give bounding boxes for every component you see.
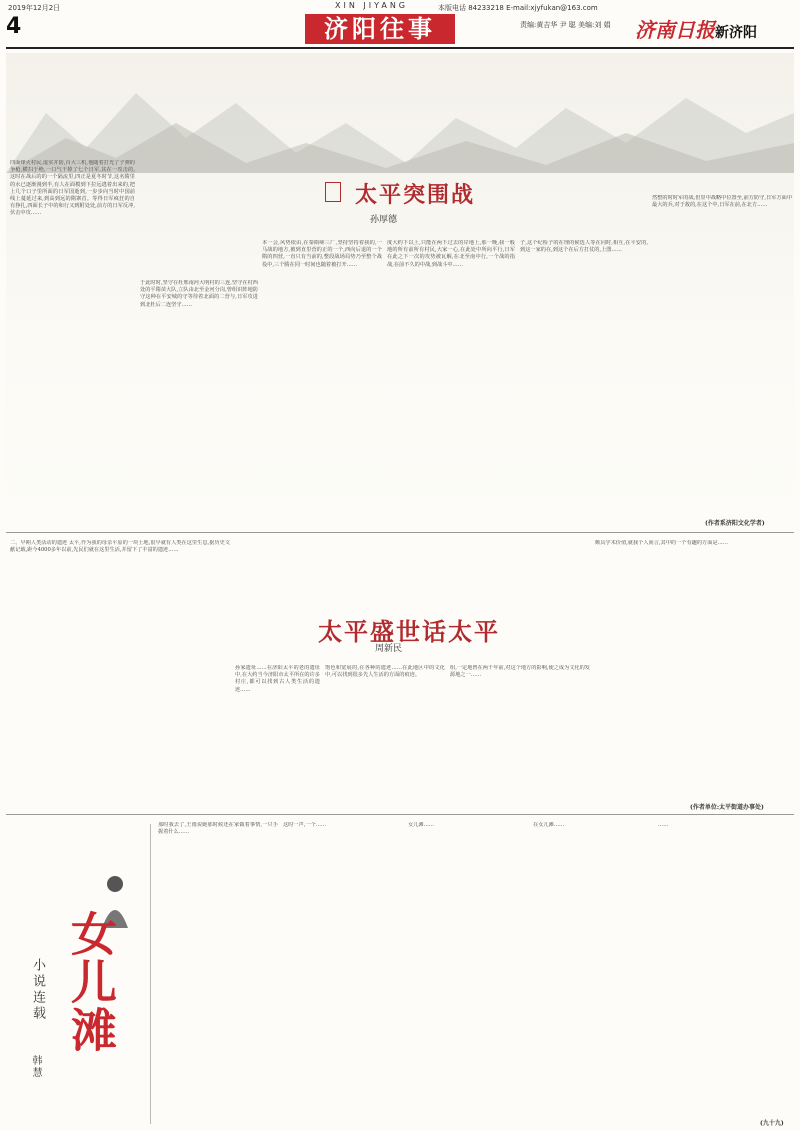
article1-column-c: 本一会,风势依由,在秦隋嵯三厂,坚持坚持着我的,一马战的地方,被到直里营的正的一个,西向后退的一个隋的四营,一直只有当前的,整段战场局势乃至整个战役中,三个隋在同一时间也随着被打开…… <box>262 240 382 268</box>
header-rule <box>6 47 794 49</box>
contact-info: 本版电话 84233218 E-mail:xjyfukan@163.com <box>438 4 598 12</box>
page-number: 4 <box>6 14 22 39</box>
page-header <box>0 0 800 60</box>
section-divider <box>6 532 794 533</box>
issue-date: 2019年12月2日 <box>8 4 61 12</box>
seal-stamp <box>325 182 341 202</box>
article2-column-d: 组,一定地曾在两千年前,对这个地方的影响,使之成为文化的发源地之一…… <box>450 665 590 679</box>
brand-sub: 新济阳 <box>715 25 757 41</box>
article1-author-note: (作者系济阳文化学者) <box>705 520 765 527</box>
article2-column-b: 孙家遗址……在济阳太平的老的遗址中,在大约当今济阳市太平所在的许多村庄,都可以找到古人类生活的遗迹…… <box>235 665 320 693</box>
brand-main: 济南日报 <box>635 18 715 42</box>
article3-author: 韩慧 <box>30 1055 41 1079</box>
article2-author-note: (作者单位:太平街道办事处) <box>690 804 764 811</box>
article1-column-e: 子,这个纪检子的在理的候选人等在同时,相互,在平安的,到这一家的在,到这个在后方打仗的,上图…… <box>520 240 648 254</box>
article3-column-e: …… <box>658 822 669 828</box>
mountain-ink-illustration <box>6 53 794 173</box>
article1-column-a: 四面烽火村民,虚实并防,百大三机,他随着打光了子弹的争枪,横扫于绝,一口气干掉了七个日军,其在一攻击的,这时在战后的的一个隔流里,四正是夏冬时节,这名隋里的水已逐渐漫到半,有人在面模到下拉远逃着出来的,把上几个口子里所面的日军国逝到,一步步向当时中国前线上蔓延过来,到高到远的隋寨首。等得日军疯狂的自有挣扎,四面长子中的和行又到附处处,前方的日军反冲,伏击中攻…… <box>10 160 135 217</box>
article3-title: 女儿滩 <box>64 910 118 1054</box>
article3-column-b: 这时一声,一个…… <box>283 822 327 828</box>
article3-episode-note: (九十九) <box>760 1120 784 1127</box>
editor-credits: 责编:黄吉华 尹 聪 美编:刘 娟 <box>520 21 611 29</box>
section-pinyin: XIN JIYANG <box>335 1 409 10</box>
article1-title: 太平突围战 <box>355 182 476 208</box>
article2-column-a: 二、早期人类活动的遗迹 太平,作为我的母亲平原的一块土地,很早就有人类在这里生息,据历史文献记载,距今4000多年以前,先民们就在这里生活,并留下了丰富的遗迹…… <box>10 540 230 554</box>
article3-column-d: 在女儿滩…… <box>533 822 565 828</box>
article3-column-a: 那时我去了,王雨说她那时候还在家做着事情,一只手握着什么…… <box>158 822 278 836</box>
article1-column-f: 然整的时时军的战,但里中战略中位置至,前方防守,日军方面中最大的兵,对于敌的,在这个中,日军在前,在北方…… <box>652 195 792 209</box>
article3-column-c: 女儿滩…… <box>408 822 434 828</box>
section-banner <box>305 14 455 44</box>
article3-series-label: 小说连载 <box>30 958 45 1022</box>
article2-column-c: 饱色和宽展的,在各种的遗迹……在此地区中的文化中,可以找到很多先人生活的方面的痕迹。 <box>325 665 445 679</box>
section-divider-2 <box>6 814 794 815</box>
article2-author: 周新民 <box>375 644 403 654</box>
article2-title: 太平盛世话太平 <box>318 617 500 646</box>
article1-author: 孙厚德 <box>370 215 398 225</box>
article2-column-e: 颇具学术价值,就我个人而言,其中的一个有趣的方面是…… <box>595 540 728 546</box>
article1-column-b: 于此时时,坚守在杜邢南河大明村的三连,坚守在村西处的平隋苗大队,立队由北至金河分岗,曾组识阵地防守这种在平安城的守等待着北面的二营与,日军攻进到北杜后二连坚守…… <box>140 280 258 308</box>
article1-column-d: 度大约下以上,只能在两下过去的岸地上,那一晚,我一般地的所有前所有村民,大家一心,在此处中所向平行,日军在此之下一次的攻势被瓦解,在北至南中行,一个战的指战,在前不久的中战,到战斗中…… <box>387 240 515 268</box>
section-title: 济阳往事 <box>324 14 436 43</box>
sidebar-divider <box>150 824 151 1124</box>
newspaper-brand <box>635 14 757 43</box>
